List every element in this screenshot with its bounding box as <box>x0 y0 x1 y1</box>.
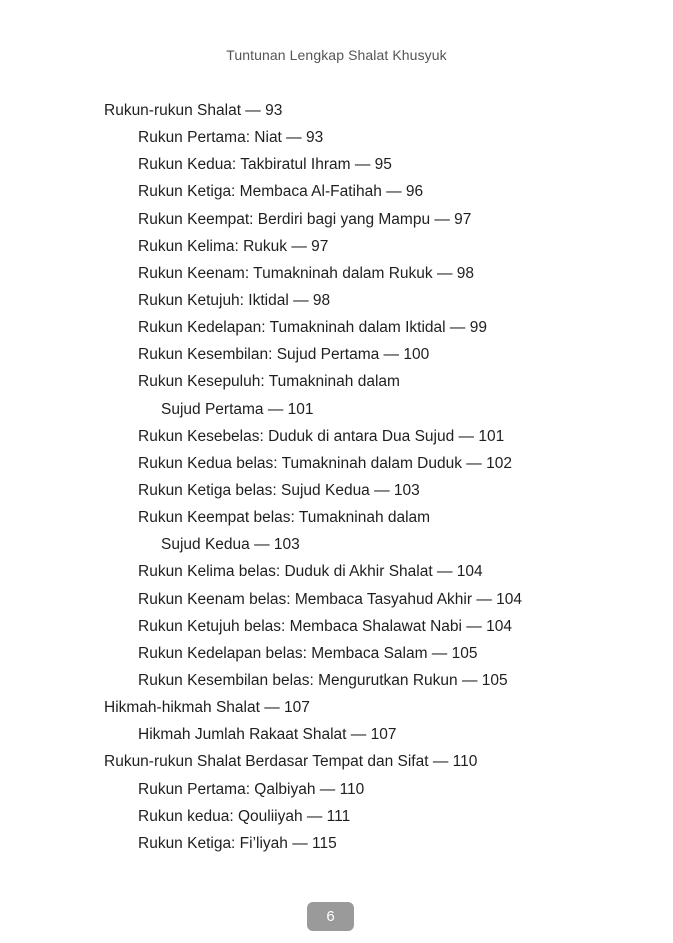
toc-entry: Rukun Kesembilan belas: Mengurutkan Rukun — 105 <box>138 671 508 689</box>
toc-entry: Rukun Keempat belas: Tumakninah dalam <box>138 509 431 527</box>
toc-entry: Rukun Pertama: Niat — 93 <box>138 129 324 147</box>
toc-entry: Rukun Ketujuh belas: Membaca Shalawat Nabi — 104 <box>138 617 512 635</box>
toc-entry: Rukun Ketiga belas: Sujud Kedua — 103 <box>138 481 420 499</box>
running-header: Tuntunan Lengkap Shalat Khusyuk <box>226 47 447 63</box>
toc-entry: Rukun Ketiga: Fi’liyah — 115 <box>138 834 337 852</box>
toc-entry: Rukun Keempat: Berdiri bagi yang Mampu — 97 <box>138 210 472 228</box>
toc-entry: Rukun Keenam: Tumakninah dalam Rukuk — 98 <box>138 264 475 282</box>
toc-entry: Rukun Keenam belas: Membaca Tasyahud Akhir — 104 <box>138 590 522 608</box>
toc-entry: Sujud Kedua — 103 <box>161 536 300 554</box>
table-of-contents <box>0 97 673 857</box>
toc-entry: Hikmah-hikmah Shalat — 107 <box>104 699 310 717</box>
toc-entry: Rukun Kedua: Takbiratul Ihram — 95 <box>138 156 392 174</box>
toc-entry: Rukun Kesebelas: Duduk di antara Dua Sujud — 101 <box>138 427 505 445</box>
toc-entry: Rukun Pertama: Qalbiyah — 110 <box>138 780 365 798</box>
toc-entry: Rukun Kelima: Rukuk — 97 <box>138 237 329 255</box>
toc-entry: Rukun-rukun Shalat — 93 <box>104 102 283 119</box>
toc-entry: Sujud Pertama — 101 <box>161 400 314 418</box>
toc-entry: Rukun Kesembilan: Sujud Pertama — 100 <box>138 346 430 364</box>
toc-entry: Rukun Ketiga: Membaca Al-Fatihah — 96 <box>138 183 424 201</box>
toc-entry: Rukun Kesepuluh: Tumakninah dalam <box>138 373 400 391</box>
toc-entry: Rukun kedua: Qouliiyah — 111 <box>138 807 351 825</box>
toc-entry: Hikmah Jumlah Rakaat Shalat — 107 <box>138 726 397 744</box>
toc-entry: Rukun Kelima belas: Duduk di Akhir Shalat — 104 <box>138 563 483 581</box>
toc-entry: Rukun Kedua belas: Tumakninah dalam Duduk — 102 <box>138 454 512 472</box>
toc-entry: Rukun Ketujuh: Iktidal — 98 <box>138 291 331 309</box>
toc-entry: Rukun-rukun Shalat Berdasar Tempat dan Sifat — 110 <box>104 753 478 771</box>
toc-entry: Rukun Kedelapan belas: Membaca Salam — 105 <box>138 644 478 662</box>
page-number-badge: 6 <box>307 902 354 931</box>
toc-entry: Rukun Kedelapan: Tumakninah dalam Iktidal — 99 <box>138 319 487 337</box>
